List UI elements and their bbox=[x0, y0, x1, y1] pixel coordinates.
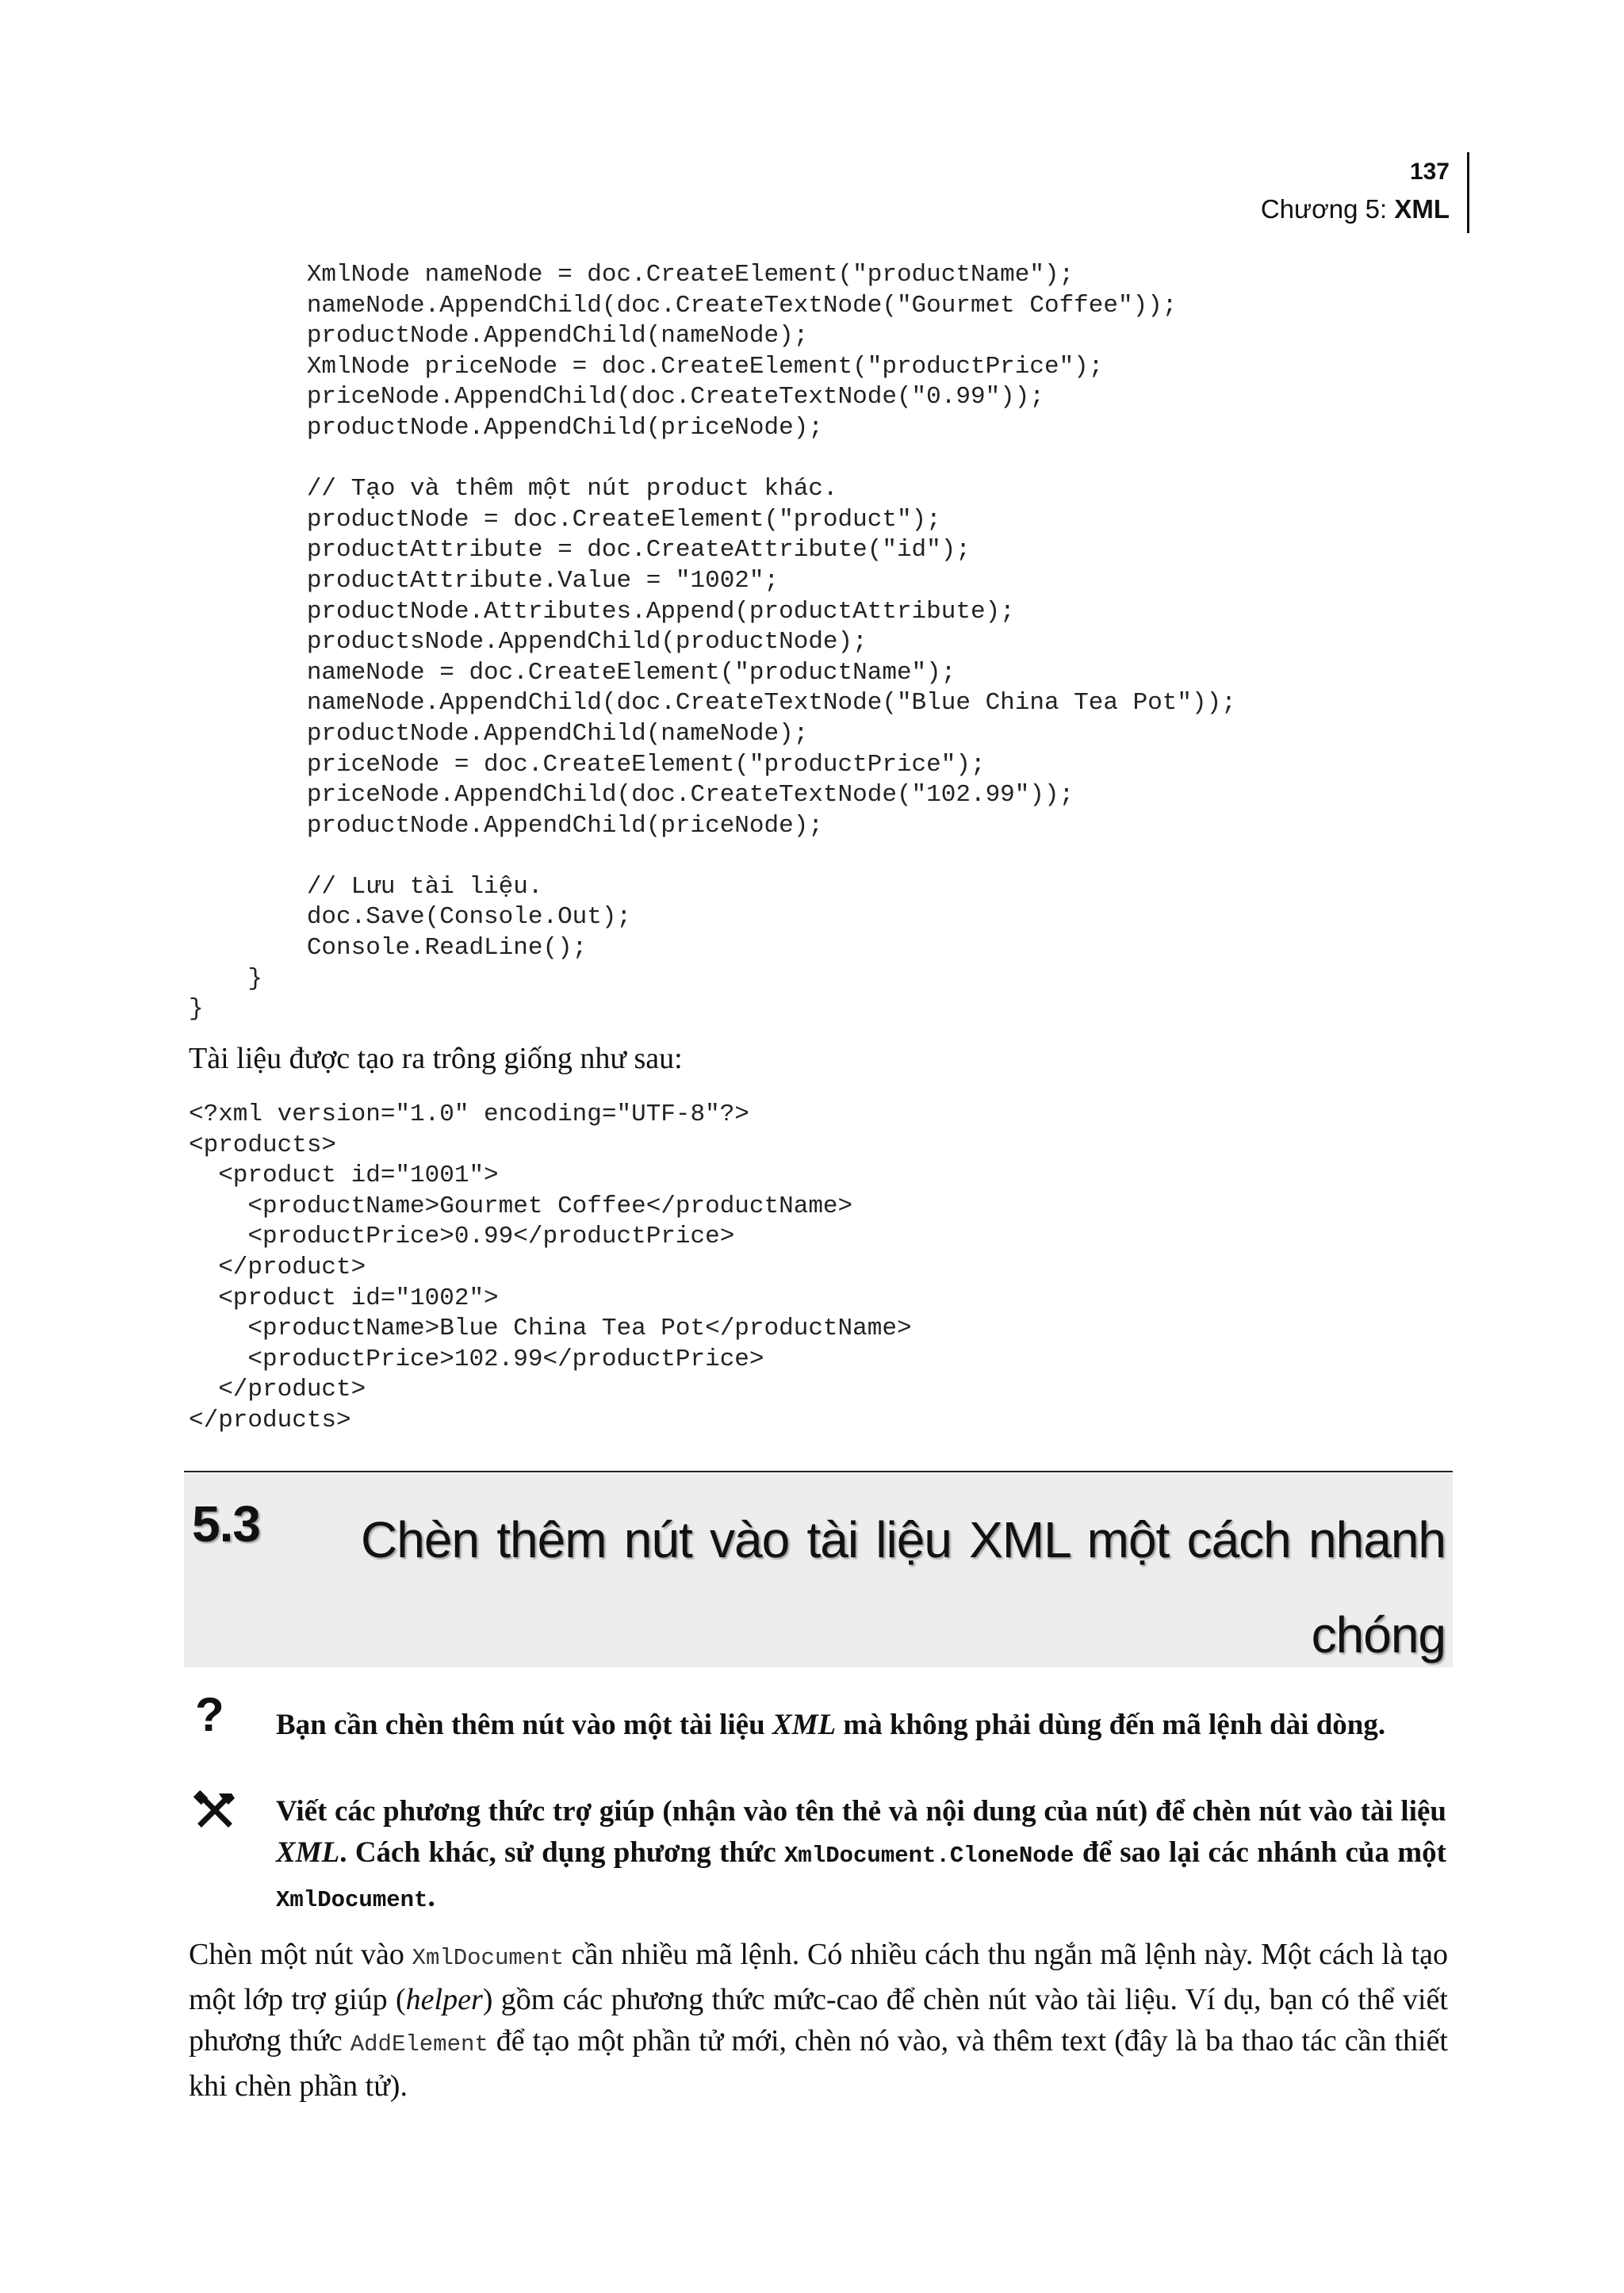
question-text-2: mà không phải dùng đến mã lệnh dài dòng. bbox=[836, 1709, 1386, 1741]
para-code-2: AddElement bbox=[350, 2031, 488, 2058]
answer-text-4: . bbox=[427, 1881, 435, 1913]
para-text-4: để tạo một phần tử mới, chèn nó vào, và thêm text (đây là ba thao tác cần thiết khi chèn phần tử). bbox=[189, 2024, 1448, 2103]
answer-code-2: XmlDocument bbox=[276, 1887, 428, 1913]
answer-text-3: để sao lại các nhánh của một bbox=[1074, 1836, 1446, 1869]
xml-output-block: <?xml version="1.0" encoding="UTF-8"?> <products> <product id="1001"> <productName>Gourmet Coffee</productName> <productPrice>0.99</productPrice> </product> <product id="1002"> <productName>Blue China Tea Pot</productName> <productPrice>102.99</productPrice> </product> </products> bbox=[189, 1101, 912, 1434]
answer-text-1: Viết các phương thức trợ giúp (nhận vào tên thẻ và nội dung của nút) để chèn nút vào tài liệu bbox=[276, 1795, 1446, 1828]
question-text-1: Bạn cần chèn thêm nút vào một tài liệu bbox=[276, 1709, 772, 1741]
page-header bbox=[1261, 155, 1450, 229]
section-rule bbox=[184, 1471, 1453, 1472]
solution-statement bbox=[276, 1791, 1446, 1921]
page-number: 137 bbox=[1409, 159, 1450, 185]
para-text-1: Chèn một nút vào bbox=[189, 1938, 412, 1971]
question-icon: ? bbox=[195, 1688, 224, 1741]
answer-text-2: . Cách khác, sử dụng phương thức bbox=[339, 1836, 785, 1869]
csharp-code-block: XmlNode nameNode = doc.CreateElement("productName"); nameNode.AppendChild(doc.CreateTextNode("Gourmet Coffee")); productNode.AppendChild(nameNode); XmlNode priceNode = doc.CreateElement("productPrice"); priceNode.AppendChild(doc.CreateTextNode("0.99")); productNode.AppendChild(priceNode); // Tạo và thêm một nút product khác. productNode = doc.CreateElement("product"); productAttribute = doc.CreateAttribute("id"); productAttribute.Value = "1002"; productNode.Attributes.Append(productAttribute); productsNode.AppendChild(productNode); nameNode = doc.CreateElement("productName"); nameNode.AppendChild(doc.CreateTextNode("Blue China Tea Pot")); productNode.AppendChild(nameNode); priceNode = doc.CreateElement("productPrice"); priceNode.AppendChild(doc.CreateTextNode("102.99")); productNode.AppendChild(priceNode); // Lưu tài liệu. doc.Save(Console.Out); Console.ReadLine(); } } bbox=[189, 261, 1236, 1024]
tools-icon bbox=[193, 1790, 238, 1834]
answer-xml: XML bbox=[276, 1836, 340, 1869]
chapter-label: Chương 5: bbox=[1260, 194, 1395, 224]
chapter-title: XML bbox=[1394, 194, 1450, 224]
question-xml: XML bbox=[772, 1709, 837, 1741]
intro-text: Tài liệu được tạo ra trông giống như sau: bbox=[189, 1042, 683, 1075]
answer-code-1: XmlDocument.CloneNode bbox=[784, 1843, 1074, 1869]
para-text-2: cần nhiều mã lệnh. Có nhiều cách thu ngắn mã lệnh này. Một cách là tạo một lớp trợ giúp ( bbox=[189, 1938, 1448, 2016]
section-title: Chèn thêm nút vào tài liệu XML một cách nhanh chóng bbox=[361, 1511, 1446, 1663]
section-number: 5.3 bbox=[192, 1495, 260, 1552]
para-helper: helper bbox=[405, 1983, 483, 2016]
body-paragraph bbox=[189, 1934, 1448, 2107]
para-text-3: ) gồm các phương thức mức-cao để chèn nút vào tài liệu. Ví dụ, bạn có thể viết phương thức bbox=[189, 1983, 1448, 2058]
problem-statement bbox=[276, 1705, 1446, 1746]
chapter-heading bbox=[1261, 189, 1450, 229]
para-code-1: XmlDocument bbox=[412, 1945, 564, 1971]
header-divider bbox=[1467, 152, 1469, 233]
